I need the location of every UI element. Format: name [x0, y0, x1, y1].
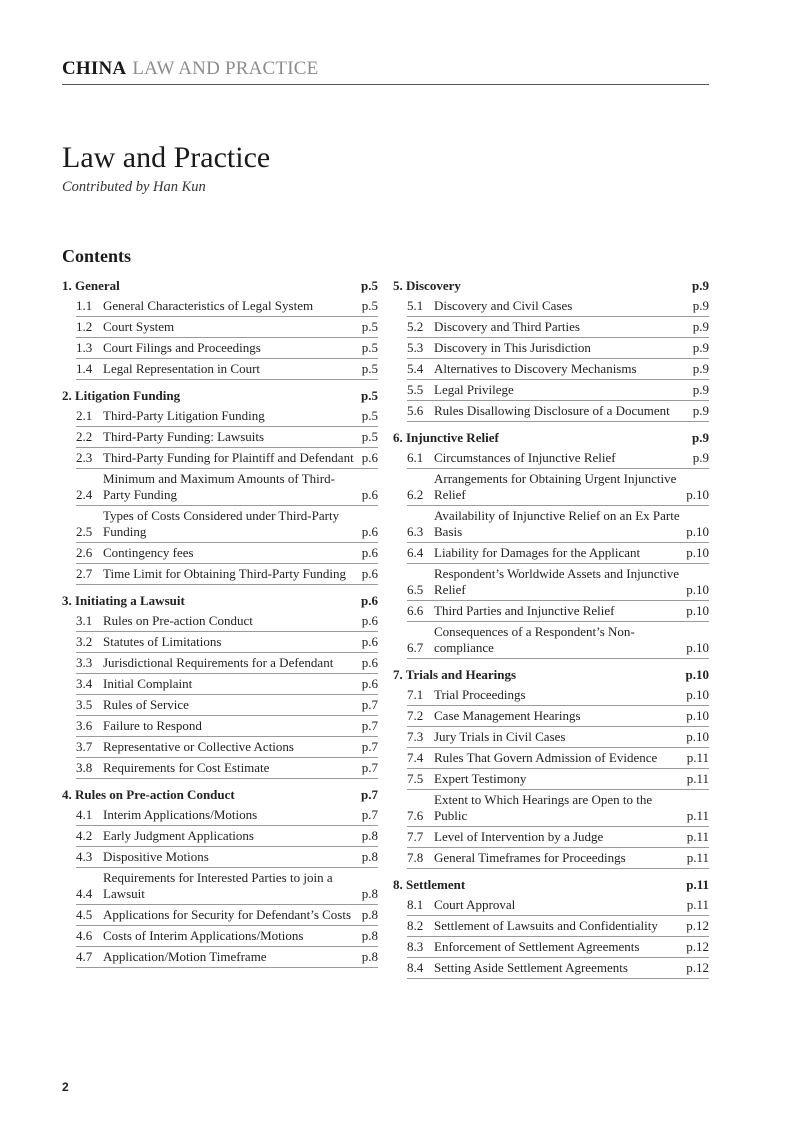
toc-entry-number: 4.2 [76, 828, 93, 843]
toc-entry-label: Representative or Collective Actions [103, 739, 294, 754]
toc-entry-label: Contingency fees [103, 545, 194, 560]
toc-entry-label: Expert Testimony [434, 771, 527, 786]
toc-entry-page: p.10 [686, 524, 709, 539]
toc-entry[interactable] [76, 296, 378, 317]
toc-entry-label: Setting Aside Settlement Agreements [434, 960, 628, 975]
toc-entry-label: Discovery and Third Parties [434, 319, 580, 334]
toc-entry-page: p.12 [686, 918, 709, 933]
toc-entry-label: Third-Party Funding for Plaintiff and Defendant [103, 450, 354, 465]
toc-entry[interactable] [407, 338, 709, 359]
toc-entry-label: Requirements for Interested Parties to join a Lawsuit [103, 870, 333, 901]
toc-entry-number: 7.8 [407, 850, 424, 865]
toc-entry-page: p.10 [686, 687, 709, 702]
toc-entry-number: 5.5 [407, 382, 424, 397]
toc-section-page: p.11 [686, 877, 709, 892]
toc-entry-page: p.8 [361, 907, 378, 922]
toc-section-title: 7. Trials and Hearings [393, 667, 517, 682]
toc-section [62, 386, 378, 585]
toc-section [393, 665, 709, 869]
toc-entry-number: 2.6 [76, 545, 93, 560]
toc-entry[interactable] [407, 727, 709, 748]
toc-entry-label: Trial Proceedings [434, 687, 526, 702]
toc-entry[interactable] [407, 622, 709, 659]
toc-entry-page: p.5 [361, 319, 378, 334]
toc-entry-label: Costs of Interim Applications/Motions [103, 928, 304, 943]
toc-entry-page: p.7 [361, 739, 378, 754]
toc-entry-page: p.10 [686, 729, 709, 744]
toc-entry[interactable] [407, 543, 709, 564]
toc-entry-number: 6.4 [407, 545, 424, 560]
toc-entry-label: Settlement of Lawsuits and Confidentiality [434, 918, 658, 933]
toc-entry[interactable] [407, 769, 709, 790]
toc-entry-label: Alternatives to Discovery Mechanisms [434, 361, 637, 376]
toc-entry-label: Applications for Security for Defendant’s Costs [103, 907, 352, 922]
toc-section [62, 591, 378, 779]
toc-entry-number: 6.7 [407, 640, 424, 655]
toc-section-title: 8. Settlement [393, 877, 466, 892]
toc-entry[interactable] [407, 937, 709, 958]
toc-entry-number: 8.2 [407, 918, 424, 933]
toc-entry[interactable] [407, 685, 709, 706]
toc-entry-page: p.10 [686, 487, 709, 502]
toc-section-title: 3. Initiating a Lawsuit [62, 593, 185, 608]
toc-section-title: 6. Injunctive Relief [393, 430, 499, 445]
toc-entry[interactable] [407, 748, 709, 769]
toc-entry-page: p.6 [361, 450, 378, 465]
toc-entry-label: Dispositive Motions [103, 849, 209, 864]
toc-entry-page: p.6 [361, 545, 378, 560]
toc-entry-number: 7.1 [407, 687, 424, 702]
toc-section-heading[interactable] [62, 785, 378, 805]
toc-entry-page: p.6 [361, 566, 378, 581]
toc-entry-page: p.9 [692, 340, 709, 355]
toc-entry-label: Level of Intervention by a Judge [434, 829, 604, 844]
contents-heading: Contents [62, 246, 132, 266]
toc-entry[interactable] [76, 564, 378, 585]
toc-entry-number: 3.3 [76, 655, 93, 670]
toc-entry[interactable] [76, 905, 378, 926]
toc-entry[interactable] [76, 826, 378, 847]
toc-section-page: p.5 [361, 388, 378, 403]
toc-entry-label: Court Approval [434, 897, 516, 912]
toc-entry-number: 3.5 [76, 697, 93, 712]
toc-section-page: p.9 [692, 430, 709, 445]
toc-entry-page: p.11 [686, 829, 709, 844]
toc-entry-label: Jurisdictional Requirements for a Defendant [103, 655, 334, 670]
toc-entry-label: Court Filings and Proceedings [103, 340, 261, 355]
toc-entry-label: Arrangements for Obtaining Urgent Injunctive Relief [434, 471, 677, 502]
toc-entry-number: 7.4 [407, 750, 424, 765]
toc-entry[interactable] [76, 674, 378, 695]
toc-section-page: p.5 [361, 278, 378, 293]
toc-entry-page: p.9 [692, 298, 709, 313]
toc-entry[interactable] [76, 406, 378, 427]
toc-entry-number: 3.8 [76, 760, 93, 775]
toc-entry-number: 1.3 [76, 340, 93, 355]
toc-section-heading[interactable] [62, 591, 378, 611]
toc-entry[interactable] [407, 848, 709, 869]
toc-entry-label: Initial Complaint [103, 676, 193, 691]
toc-entry-number: 3.7 [76, 739, 93, 754]
toc-entry-number: 4.5 [76, 907, 93, 922]
toc-entry-page: p.11 [686, 750, 709, 765]
toc-entry-label: Respondent’s Worldwide Assets and Injunctive Relief [434, 566, 679, 597]
toc-section-page: p.9 [692, 278, 709, 293]
toc-entry-page: p.6 [361, 634, 378, 649]
toc-entry[interactable] [76, 716, 378, 737]
toc-entry[interactable] [76, 469, 378, 506]
toc-entry-label: Requirements for Cost Estimate [103, 760, 270, 775]
toc-section-title: 2. Litigation Funding [62, 388, 181, 403]
toc-entry-page: p.6 [361, 524, 378, 539]
toc-entry[interactable] [76, 653, 378, 674]
toc-entry[interactable] [76, 506, 378, 543]
contents-column-right [393, 276, 709, 985]
toc-entry-number: 6.6 [407, 603, 424, 618]
toc-entry-page: p.11 [686, 850, 709, 865]
toc-entry-label: Court System [103, 319, 175, 334]
toc-section-page: p.10 [685, 667, 709, 682]
page-number: 2 [62, 1080, 69, 1094]
toc-entry-page: p.10 [686, 545, 709, 560]
toc-entry-number: 2.4 [76, 487, 93, 502]
toc-entry-page: p.7 [361, 697, 378, 712]
toc-entry-number: 2.2 [76, 429, 93, 444]
toc-entry-number: 8.1 [407, 897, 424, 912]
toc-entry-number: 8.4 [407, 960, 424, 975]
toc-section [62, 785, 378, 968]
toc-entry-label: Consequences of a Respondent’s Non-compliance [434, 624, 635, 655]
toc-entry-page: p.10 [686, 582, 709, 597]
toc-entry-page: p.10 [686, 708, 709, 723]
toc-entry-label: Discovery in This Jurisdiction [434, 340, 591, 355]
toc-entry-label: Enforcement of Settlement Agreements [434, 939, 640, 954]
toc-entry-number: 1.1 [76, 298, 93, 313]
toc-entry-page: p.8 [361, 849, 378, 864]
toc-entry-label: Case Management Hearings [434, 708, 581, 723]
toc-entry-label: Rules on Pre-action Conduct [103, 613, 253, 628]
toc-entry-label: Legal Privilege [434, 382, 514, 397]
toc-entry[interactable] [407, 317, 709, 338]
toc-entry[interactable] [76, 847, 378, 868]
toc-entry-label: Application/Motion Timeframe [103, 949, 267, 964]
header-country: CHINA [62, 58, 127, 79]
toc-entry-number: 3.2 [76, 634, 93, 649]
toc-entry[interactable] [407, 401, 709, 422]
toc-entry-label: Rules That Govern Admission of Evidence [434, 750, 658, 765]
toc-entry-page: p.8 [361, 886, 378, 901]
toc-entry-number: 4.7 [76, 949, 93, 964]
toc-entry[interactable] [407, 958, 709, 979]
toc-entry-number: 1.4 [76, 361, 93, 376]
toc-section [393, 428, 709, 659]
toc-section-heading[interactable] [393, 276, 709, 296]
page-title: Law and Practice [62, 141, 271, 174]
toc-entry-number: 7.3 [407, 729, 424, 744]
toc-entry-label: Availability of Injunctive Relief on an Ex Parte Basis [434, 508, 680, 539]
toc-entry-number: 4.6 [76, 928, 93, 943]
toc-entry[interactable] [407, 448, 709, 469]
toc-section [393, 875, 709, 979]
toc-entry-number: 5.6 [407, 403, 424, 418]
toc-entry-page: p.9 [692, 450, 709, 465]
toc-entry-page: p.7 [361, 718, 378, 733]
toc-entry[interactable] [407, 827, 709, 848]
toc-entry-page: p.7 [361, 760, 378, 775]
toc-entry-number: 3.6 [76, 718, 93, 733]
toc-entry-page: p.8 [361, 949, 378, 964]
toc-entry-number: 2.5 [76, 524, 93, 539]
toc-entry[interactable] [76, 632, 378, 653]
toc-entry[interactable] [407, 506, 709, 543]
toc-entry[interactable] [76, 737, 378, 758]
toc-entry-page: p.8 [361, 928, 378, 943]
toc-entry[interactable] [407, 359, 709, 380]
toc-entry-number: 4.4 [76, 886, 93, 901]
toc-entry-number: 1.2 [76, 319, 93, 334]
toc-entry[interactable] [407, 916, 709, 937]
toc-entry[interactable] [407, 564, 709, 601]
toc-entry[interactable] [76, 926, 378, 947]
toc-entry[interactable] [76, 448, 378, 469]
toc-entry-page: p.11 [686, 897, 709, 912]
toc-entry-number: 8.3 [407, 939, 424, 954]
toc-entry-page: p.10 [686, 640, 709, 655]
toc-entry-page: p.5 [361, 298, 378, 313]
toc-entry[interactable] [407, 895, 709, 916]
toc-entry[interactable] [407, 790, 709, 827]
toc-entry-number: 5.1 [407, 298, 424, 313]
toc-entry[interactable] [76, 338, 378, 359]
toc-entry-number: 2.3 [76, 450, 93, 465]
toc-entry[interactable] [76, 868, 378, 905]
toc-entry-number: 7.2 [407, 708, 424, 723]
toc-section-heading[interactable] [62, 386, 378, 406]
toc-entry-label: Early Judgment Applications [103, 828, 254, 843]
toc-entry[interactable] [407, 706, 709, 727]
toc-entry-number: 4.3 [76, 849, 93, 864]
toc-entry-label: Third-Party Funding: Lawsuits [103, 429, 265, 444]
header-subtitle: LAW AND PRACTICE [132, 58, 319, 79]
toc-entry-label: Circumstances of Injunctive Relief [434, 450, 616, 465]
toc-entry-number: 5.4 [407, 361, 424, 376]
toc-entry[interactable] [76, 317, 378, 338]
toc-entry-page: p.11 [686, 808, 709, 823]
toc-entry-label: Minimum and Maximum Amounts of Third-Party Funding [103, 471, 335, 502]
toc-section-title: 4. Rules on Pre-action Conduct [62, 787, 235, 802]
toc-entry-label: Failure to Respond [103, 718, 202, 733]
toc-section [393, 276, 709, 422]
toc-section-heading[interactable] [62, 276, 378, 296]
toc-entry-number: 6.3 [407, 524, 424, 539]
toc-entry[interactable] [76, 695, 378, 716]
toc-entry-label: Interim Applications/Motions [103, 807, 258, 822]
toc-entry[interactable] [76, 611, 378, 632]
toc-entry-label: Extent to Which Hearings are Open to the Public [434, 792, 653, 823]
toc-entry[interactable] [407, 601, 709, 622]
toc-entry-label: Rules Disallowing Disclosure of a Document [434, 403, 670, 418]
running-header [62, 58, 709, 85]
toc-entry-page: p.9 [692, 319, 709, 334]
toc-entry-label: General Timeframes for Proceedings [434, 850, 626, 865]
toc-entry-label: General Characteristics of Legal System [103, 298, 314, 313]
toc-entry-page: p.12 [686, 939, 709, 954]
contributor-line: Contributed by Han Kun [62, 179, 206, 195]
toc-entry-number: 7.7 [407, 829, 424, 844]
toc-entry[interactable] [407, 380, 709, 401]
toc-entry-label: Statutes of Limitations [103, 634, 222, 649]
toc-entry-number: 3.4 [76, 676, 93, 691]
toc-entry-page: p.5 [361, 361, 378, 376]
toc-entry-label: Legal Representation in Court [103, 361, 261, 376]
toc-entry-number: 4.1 [76, 807, 93, 822]
toc-entry-number: 5.2 [407, 319, 424, 334]
toc-entry[interactable] [76, 758, 378, 779]
toc-entry-number: 3.1 [76, 613, 93, 628]
toc-entry-number: 7.5 [407, 771, 424, 786]
toc-section-page: p.7 [361, 787, 378, 802]
toc-section-heading[interactable] [393, 428, 709, 448]
toc-entry-page: p.5 [361, 429, 378, 444]
toc-entry-label: Types of Costs Considered under Third-Party Funding [103, 508, 340, 539]
toc-section-heading[interactable] [393, 875, 709, 895]
toc-entry-page: p.5 [361, 408, 378, 423]
toc-entry-label: Discovery and Civil Cases [434, 298, 573, 313]
toc-entry-page: p.6 [361, 655, 378, 670]
toc-entry-page: p.7 [361, 807, 378, 822]
toc-entry-number: 6.5 [407, 582, 424, 597]
toc-entry-number: 2.7 [76, 566, 93, 581]
toc-entry-page: p.9 [692, 361, 709, 376]
toc-entry[interactable] [76, 947, 378, 968]
toc-entry-page: p.6 [361, 487, 378, 502]
toc-entry-page: p.6 [361, 676, 378, 691]
toc-entry-page: p.8 [361, 828, 378, 843]
toc-entry-label: Liability for Damages for the Applicant [434, 545, 641, 560]
toc-entry-number: 2.1 [76, 408, 93, 423]
toc-section [62, 276, 378, 380]
toc-entry-page: p.6 [361, 613, 378, 628]
toc-entry-page: p.12 [686, 960, 709, 975]
toc-entry[interactable] [76, 427, 378, 448]
toc-entry-number: 6.1 [407, 450, 424, 465]
toc-section-title: 1. General [62, 278, 120, 293]
toc-entry[interactable] [407, 469, 709, 506]
contents-column-left [62, 276, 378, 974]
toc-entry-page: p.5 [361, 340, 378, 355]
toc-entry-label: Third Parties and Injunctive Relief [434, 603, 615, 618]
toc-entry[interactable] [76, 543, 378, 564]
toc-entry[interactable] [76, 359, 378, 380]
toc-entry-number: 7.6 [407, 808, 424, 823]
toc-entry-label: Rules of Service [103, 697, 189, 712]
toc-entry-number: 6.2 [407, 487, 424, 502]
toc-entry[interactable] [76, 805, 378, 826]
toc-section-page: p.6 [361, 593, 378, 608]
toc-section-heading[interactable] [393, 665, 709, 685]
toc-entry[interactable] [407, 296, 709, 317]
toc-entry-number: 5.3 [407, 340, 424, 355]
toc-entry-page: p.10 [686, 603, 709, 618]
toc-entry-label: Time Limit for Obtaining Third-Party Funding [103, 566, 347, 581]
toc-entry-label: Jury Trials in Civil Cases [434, 729, 566, 744]
toc-entry-page: p.11 [686, 771, 709, 786]
toc-entry-page: p.9 [692, 382, 709, 397]
toc-section-title: 5. Discovery [393, 278, 461, 293]
toc-entry-label: Third-Party Litigation Funding [103, 408, 265, 423]
toc-entry-page: p.9 [692, 403, 709, 418]
